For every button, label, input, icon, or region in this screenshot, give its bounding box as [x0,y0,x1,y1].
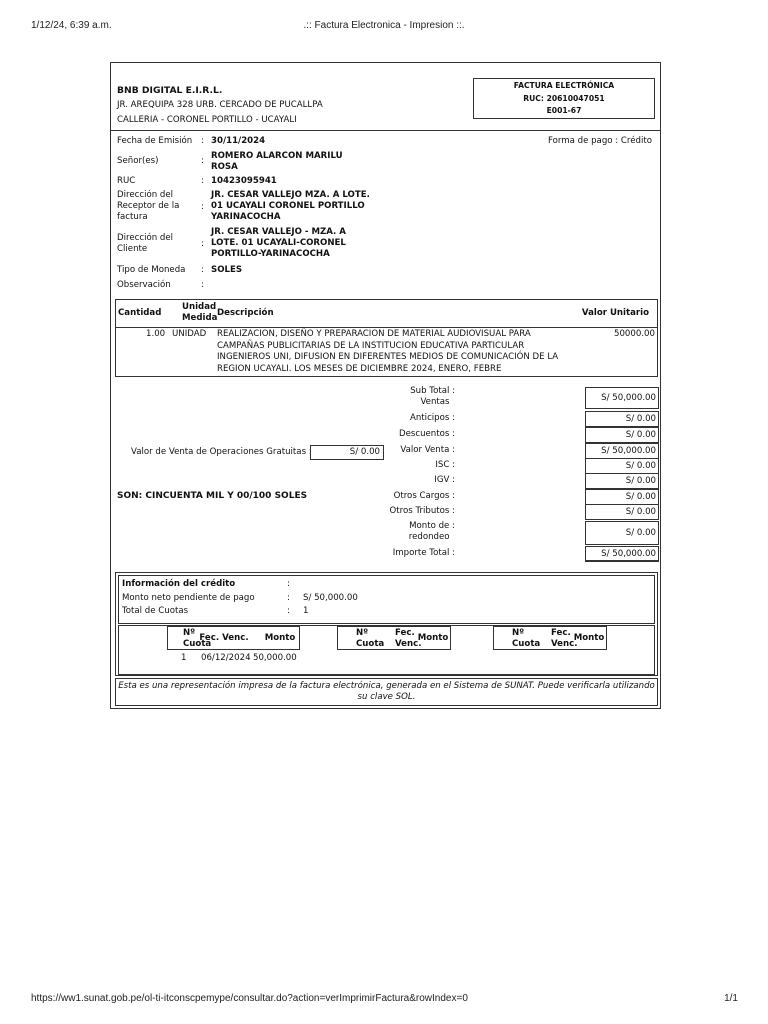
customer-name-line1: ROMERO ALARCON MARILU [211,151,343,161]
colon: : [201,136,204,146]
discounts-value: S/ 0.00 [585,427,659,443]
customer-name-line2: ROSA [211,162,238,172]
subtotal-label-line2: Ventas [420,397,450,407]
advances-label: Anticipos : [409,413,455,423]
pending-amount-value: S/ 50,000.00 [303,593,358,603]
colon: : [287,579,290,589]
item-description-line: INGENIEROS UNI, DIFUSION EN DIFERENTES MEDIOS DE COMUNICACIÓN DE LA [217,352,559,362]
receiver-address-label [117,190,195,223]
document-id-box [473,78,655,119]
col-unit-header-line1: Unidad [182,302,217,312]
issuer-address-line2: CALLERIA - CORONEL PORTILLO - UCAYALI [117,115,297,125]
colon: : [201,239,204,249]
print-header [0,20,768,34]
print-page-title: .:: Factura Electronica - Impresion ::. [303,20,465,31]
receiver-address-label-line2: Receptor de la [117,201,180,211]
quota-amount-header: Monto [264,633,296,643]
quota-num-header-line1: Nº [356,628,369,638]
quota-num-header [494,628,541,649]
issue-date-value: 30/11/2024 [211,136,266,146]
receiver-address-label-line1: Dirección del [117,190,174,200]
credit-title: Información del crédito [122,579,236,589]
other-charges-label: Otros Cargos : [393,491,455,501]
quota-amount-header: Monto [417,633,449,643]
legal-notice-line2: su clave SOL. [357,692,416,702]
quota-due-header-line2: Venc. [395,639,422,649]
document-ruc: RUC: 20610047051 [523,93,605,103]
quota-due-header: Fec. Venc. [199,633,249,643]
document-type: FACTURA ELECTRÓNICA [513,81,615,90]
sale-value-value: S/ 50,000.00 [585,443,659,459]
payment-form: Forma de pago : Crédito [547,136,652,146]
header-divider [111,130,660,131]
client-address-line2: LOTE. 01 UCAYALI-CORONEL [211,238,346,248]
other-taxes-label: Otros Tributos : [389,506,455,516]
igv-label: IGV : [434,475,455,485]
observation-label: Observación [117,280,171,290]
colon: : [201,202,204,212]
receiver-address-label-line3: factura [117,212,148,222]
rounding-label: Monto de : redondeo [408,521,455,542]
ruc-label: RUC [117,176,136,186]
quota-due-header-line2: Venc. [551,639,578,649]
colon: : [201,156,204,166]
client-address-label-line2: Cliente [117,244,148,254]
igv-value: S/ 0.00 [585,473,659,489]
ruc-value: 10423095941 [211,176,277,186]
sale-value-label: Valor Venta : [400,445,455,455]
print-page-number: 1/1 [724,993,738,1004]
quota-amount-header: Monto [573,633,605,643]
receiver-address-value [211,190,396,223]
quota-due-header [532,628,578,649]
free-ops-value: S/ 0.00 [310,445,384,460]
colon: : [201,176,204,186]
other-taxes-value: S/ 0.00 [585,504,659,520]
quota-table-header [493,626,607,650]
total-value: S/ 50,000.00 [585,546,659,562]
colon: : [287,593,290,603]
col-unit-header-line2: Medida [182,313,218,323]
client-address-line1: JR. CESAR VALLEJO - MZA. A [211,227,346,237]
colon: : [201,265,204,275]
receiver-address-line2: 01 UCAYALI CORONEL PORTILLO [211,201,365,211]
subtotal-label-line1: Sub Total [410,386,450,396]
legal-notice-line1: Esta es una representación impresa de la factura electrónica, generada en el Sistema de SUNAT. Puede verificarla utilizando [118,681,655,691]
amount-in-words: SON: CINCUENTA MIL Y 00/100 SOLES [117,491,308,501]
issuer-block [117,85,447,130]
issue-date-label: Fecha de Emisión [117,136,193,146]
quota-num-header-line1: Nº [512,628,525,638]
quota-num-header-line1: Nº [183,628,196,638]
quota-due-date: 06/12/2024 [201,653,251,663]
isc-value: S/ 0.00 [585,458,659,474]
item-description-line: REGION UCAYALI. LOS MESES DE DICIEMBRE 2024, ENERO, FEBRE [217,363,502,374]
invoice [110,62,661,709]
isc-label: ISC : [435,460,455,470]
col-description-header: Descripción [217,308,274,318]
quota-table-header [337,626,451,650]
quota-num: 1 [181,653,187,663]
item-unit: UNIDAD [172,329,207,339]
client-address-line3: PORTILLO-YARINACOCHA [211,249,330,259]
col-qty-header: Cantidad [118,308,162,318]
quota-num-header [338,628,385,649]
receiver-address-line3: YARINACOCHA [211,212,281,222]
subtotal-value: S/ 50,000.00 [585,387,659,409]
item-description-line: REALIZACION, DISEÑO Y PREPARACION DE MATERIAL AUDIOVISUAL PARA [217,329,531,339]
customer-name [211,151,396,173]
quota-num-header-line2: Cuota [512,639,541,649]
client-address-value [211,227,396,260]
print-datetime: 1/12/24, 6:39 a.m. [31,20,112,31]
rounding-value: S/ 0.00 [585,521,659,545]
quota-due-header-line1: Fec. [395,628,415,638]
free-ops-label: Valor de Venta de Operaciones Gratuitas : [131,447,312,457]
currency-label: Tipo de Moneda [117,265,186,275]
document-number: E001-67 [546,106,582,115]
quota-num-header [168,628,212,649]
pending-amount-label: Monto neto pendiente de pago [122,593,255,603]
col-unit-header [162,302,218,323]
rounding-label-line2: redondeo [408,532,450,542]
quota-amount: 50,000.00 [253,653,297,663]
quota-due-header-line1: Fec. [551,628,571,638]
quota-num-header-line2: Cuota [183,639,212,649]
discounts-label: Descuentos : [398,429,455,439]
print-url: https://ww1.sunat.gob.pe/ol-ti-itconscpemype/consultar.do?action=verImprimirFactura&rowIndex=0 [31,993,468,1004]
item-qty: 1.00 [146,329,166,339]
credit-info-box [115,572,658,676]
items-header-row [116,300,657,328]
installments-schedule [118,625,655,675]
subtotal-label: Sub Total : Ventas [410,386,455,407]
currency-value: SOLES [211,265,243,275]
installments-value: 1 [303,606,309,616]
rounding-label-line1: Monto de [409,521,450,531]
client-address-label [117,233,195,255]
col-unit-value-header: Valor Unitario [581,308,649,318]
colon: : [201,280,204,290]
quota-due-header [376,628,422,649]
other-charges-value: S/ 0.00 [585,489,659,505]
client-address-label-line1: Dirección del [117,233,174,243]
credit-summary [118,575,655,624]
issuer-name: BNB DIGITAL E.I.R.L. [117,85,223,96]
item-unit-value: 50000.00 [613,329,655,339]
issuer-address-line1: JR. AREQUIPA 328 URB. CERCADO DE PUCALLPA [117,100,323,110]
item-description [217,329,577,375]
advances-value: S/ 0.00 [585,411,659,427]
total-label: Importe Total : [392,548,455,558]
installments-label: Total de Cuotas [122,606,189,616]
items-table [115,299,658,377]
receiver-address-line1: JR. CESAR VALLEJO MZA. A LOTE. [211,190,370,200]
customer-label: Señor(es) [117,156,159,166]
quota-num-header-line2: Cuota [356,639,385,649]
print-footer [0,993,768,1007]
item-description-line: CAMPAÑAS PUBLICITARIAS DE LA INSTITUCION EDUCATIVA PARTICULAR [217,340,525,351]
legal-notice [115,678,658,706]
colon: : [287,606,290,616]
quota-table-header [167,626,300,650]
